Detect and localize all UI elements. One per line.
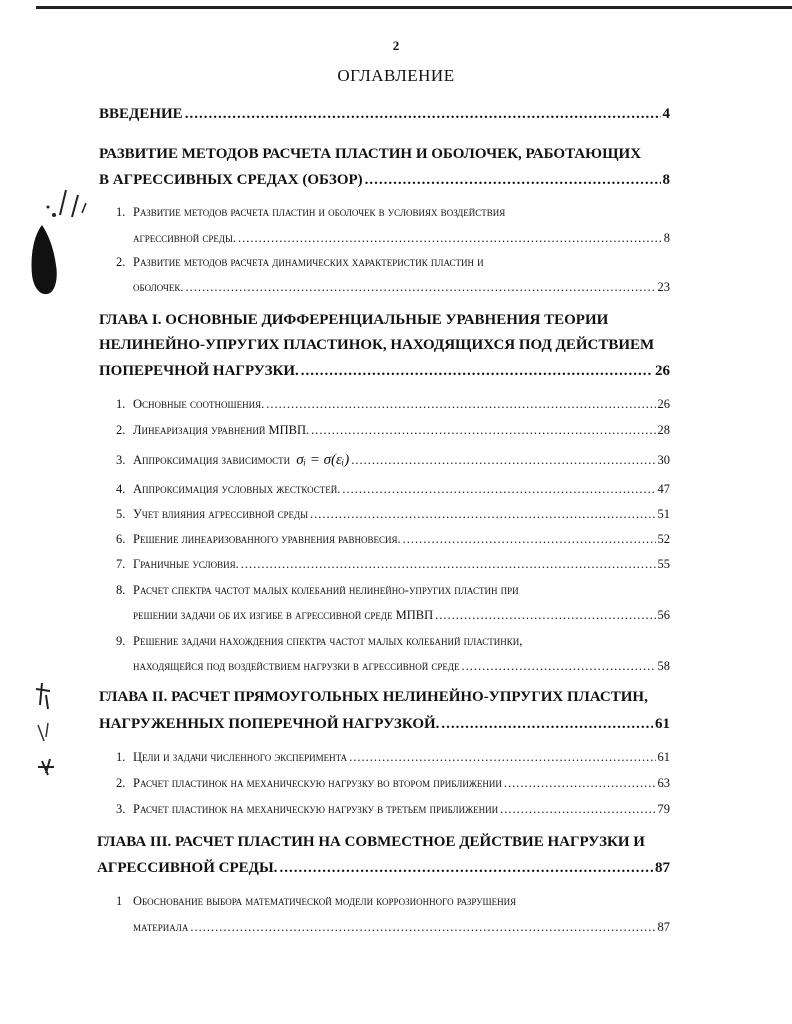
formula-sigma: σᵢ = σ(εᵢ) xyxy=(296,452,350,468)
entry-text: решении задачи об их изгибе в агрессивной среде МПВП xyxy=(133,608,434,622)
entry-text: Аппроксимация зависимости xyxy=(133,453,291,467)
toc-entry-review-2-line1[interactable] xyxy=(116,251,670,273)
toc-entry-ch2-3[interactable] xyxy=(116,798,670,820)
dot-leader xyxy=(435,604,655,626)
entry-page: 63 xyxy=(657,776,670,790)
dot-leader xyxy=(266,393,655,415)
toc-entry-ch2-line2[interactable] xyxy=(99,713,670,735)
toc-entry-ch1-7[interactable] xyxy=(116,553,670,575)
entry-text: находящейся под воздействием нагрузки в агрессивной среде xyxy=(133,659,460,673)
toc-entry-ch2-2[interactable] xyxy=(116,772,670,794)
entry-text: ВВЕДЕНИЕ xyxy=(99,106,183,122)
entry-page: 61 xyxy=(655,716,670,732)
toc-entry-review-1-line1[interactable] xyxy=(116,201,670,223)
scan-artifact-left xyxy=(20,185,100,305)
entry-text: РАЗВИТИЕ МЕТОДОВ РАСЧЕТА ПЛАСТИН И ОБОЛОЧЕК, РАБОТАЮЩИХ xyxy=(99,146,642,162)
entry-page: 4 xyxy=(662,106,670,122)
entry-number: 1 xyxy=(116,894,123,908)
entry-number: 1. xyxy=(116,750,126,764)
toc-entry-ch1-line1[interactable] xyxy=(99,309,670,331)
entry-number: 7. xyxy=(116,557,126,571)
page-number: 2 xyxy=(392,38,400,53)
entry-text: Решение задачи нахождения спектра частот малых колебаний пластинки, xyxy=(133,634,523,648)
dot-leader xyxy=(279,857,653,879)
dot-leader xyxy=(504,772,656,794)
entry-number: 1. xyxy=(116,397,126,411)
entry-number: 2. xyxy=(116,423,126,437)
entry-text: Обоснование выбора математической модели коррозионного разрушения xyxy=(133,894,517,908)
toc-entry-ch3-1-line1[interactable] xyxy=(116,890,670,912)
toc-entry-ch3-line2[interactable] xyxy=(97,857,670,879)
entry-text: Граничные условия. xyxy=(133,557,239,571)
scan-artifact-left-lower xyxy=(28,675,78,785)
entry-page: 56 xyxy=(657,608,670,622)
entry-text: ГЛАВА I. ОСНОВНЫЕ ДИФФЕРЕНЦИАЛЬНЫЕ УРАВНЕНИЯ ТЕОРИИ xyxy=(99,312,609,328)
dot-leader xyxy=(349,746,655,768)
entry-text: агрессивной среды. xyxy=(133,231,236,245)
entry-text: Аппроксимация условных жесткостей. xyxy=(133,482,341,496)
entry-page: 61 xyxy=(657,750,670,764)
entry-page: 58 xyxy=(657,659,670,673)
entry-page: 47 xyxy=(657,482,670,496)
entry-text: Развитие методов расчета пластин и оболочек в условиях воздействия xyxy=(133,205,506,219)
entry-text: Расчет спектра частот малых колебаний нелинейно-упругих пластин при xyxy=(133,583,519,597)
dot-leader xyxy=(185,103,661,125)
entry-text: Расчет пластинок на механическую нагрузку во втором приближении xyxy=(133,776,502,790)
toc-entry-ch1-5[interactable] xyxy=(116,503,670,525)
entry-text: ГЛАВА II. РАСЧЕТ ПРЯМОУГОЛЬНЫХ НЕЛИНЕЙНО-УПРУГИХ ПЛАСТИН, xyxy=(99,689,648,705)
entry-page: 26 xyxy=(655,363,670,379)
toc-entry-ch1-line2[interactable] xyxy=(99,334,670,356)
entry-text: АГРЕССИВНОЙ СРЕДЫ. xyxy=(97,860,278,876)
toc-entry-ch1-1[interactable] xyxy=(116,393,670,415)
entry-number: 3. xyxy=(116,802,126,816)
toc-entry-ch1-line3[interactable] xyxy=(99,360,670,382)
toc-entry-ch1-8-line2[interactable] xyxy=(133,604,670,626)
toc-entry-ch3-1-line2[interactable] xyxy=(133,916,670,938)
dot-leader xyxy=(403,528,656,550)
entry-text: материала xyxy=(133,920,189,934)
entry-page: 55 xyxy=(657,557,670,571)
entry-number: 2. xyxy=(116,776,126,790)
entry-text: Учет влияния агрессивной среды xyxy=(133,507,309,521)
toc-entry-ch1-8-line1[interactable] xyxy=(116,579,670,601)
entry-page: 8 xyxy=(662,172,670,188)
entry-text: ГЛАВА III. РАСЧЕТ ПЛАСТИН НА СОВМЕСТНОЕ ДЕЙСТВИЕ НАГРУЗКИ И xyxy=(97,834,645,850)
toc-entry-review-1-line2[interactable] xyxy=(133,227,670,249)
toc-entry-ch1-2[interactable] xyxy=(116,419,670,441)
entry-text: Развитие методов расчета динамических характеристик пластин и xyxy=(133,255,484,269)
entry-number: 4. xyxy=(116,482,126,496)
entry-text: НЕЛИНЕЙНО-УПРУГИХ ПЛАСТИНОК, НАХОДЯЩИХСЯ ПОД ДЕЙСТВИЕМ xyxy=(99,337,655,353)
entry-text: Решение линеаризованного уравнения равновесия. xyxy=(133,532,401,546)
dot-leader xyxy=(186,276,656,298)
entry-text: оболочек. xyxy=(133,280,184,294)
entry-page: 8 xyxy=(663,231,670,245)
dot-leader xyxy=(311,419,655,441)
entry-number: 9. xyxy=(116,634,126,648)
entry-text: Основные соотношения. xyxy=(133,397,265,411)
toc-entry-ch1-9-line1[interactable] xyxy=(116,630,670,652)
entry-text: Цели и задачи численного эксперимента xyxy=(133,750,348,764)
entry-page: 23 xyxy=(657,280,670,294)
entry-text: ПОПЕРЕЧНОЙ НАГРУЗКИ. xyxy=(99,363,299,379)
entry-page: 28 xyxy=(657,423,670,437)
entry-number: 2. xyxy=(116,255,126,269)
entry-page: 26 xyxy=(657,397,670,411)
dot-leader xyxy=(241,553,656,575)
entry-page: 51 xyxy=(657,507,670,521)
entry-number: 6. xyxy=(116,532,126,546)
entry-text: Расчет пластинок на механическую нагрузку в третьем приближении xyxy=(133,802,499,816)
toc-entry-review-line1[interactable] xyxy=(99,143,670,165)
dot-leader xyxy=(310,503,655,525)
dot-leader xyxy=(461,655,655,677)
entry-page: 30 xyxy=(657,453,670,467)
entry-page: 87 xyxy=(655,860,670,876)
dot-leader xyxy=(190,916,655,938)
entry-number: 3. xyxy=(116,453,126,467)
toc-entry-ch2-line1[interactable] xyxy=(99,686,670,708)
toc-entry-ch1-9-line2[interactable] xyxy=(133,655,670,677)
dot-leader xyxy=(238,227,662,249)
dot-leader xyxy=(500,798,655,820)
toc-entry-ch1-6[interactable] xyxy=(116,528,670,550)
entry-text: Линеаризация уравнений МПВП. xyxy=(133,423,310,437)
toc-entry-ch3-line1[interactable] xyxy=(97,831,670,853)
toc-entry-review-line2[interactable] xyxy=(99,169,670,191)
entry-text: В АГРЕССИВНЫХ СРЕДАХ (ОБЗОР) xyxy=(99,172,363,188)
entry-number: 1. xyxy=(116,205,126,219)
dot-leader xyxy=(365,169,661,191)
entry-page: 52 xyxy=(657,532,670,546)
toc-entry-review-2-line2[interactable] xyxy=(133,276,670,298)
toc-entry-ch2-1[interactable] xyxy=(116,746,670,768)
dot-leader xyxy=(301,360,653,382)
toc-entry-intro[interactable] xyxy=(99,103,670,125)
toc-title: ОГЛАВЛЕНИЕ xyxy=(337,66,455,85)
entry-page: 79 xyxy=(657,802,670,816)
entry-page: 87 xyxy=(657,920,670,934)
toc-entry-ch1-3[interactable] xyxy=(116,449,670,471)
dot-leader xyxy=(351,449,655,471)
entry-number: 8. xyxy=(116,583,126,597)
entry-number: 5. xyxy=(116,507,126,521)
entry-text: НАГРУЖЕННЫХ ПОПЕРЕЧНОЙ НАГРУЗКОЙ. xyxy=(99,716,440,732)
dot-leader xyxy=(342,478,655,500)
toc-entry-ch1-4[interactable] xyxy=(116,478,670,500)
dot-leader xyxy=(441,713,653,735)
